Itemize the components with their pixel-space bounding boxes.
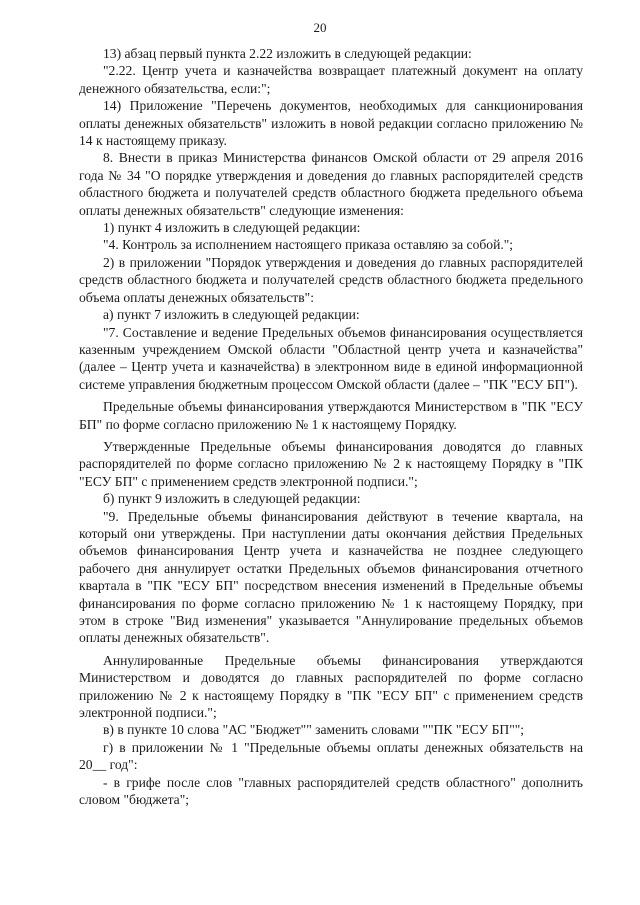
paragraph-utverzhdayutsya: Предельные объемы финансирования утверждаются Министерством в "ПК "ЕСУ БП" по форме согласно приложению № 1 к настоящему Порядку. bbox=[79, 399, 583, 432]
paragraph-1-punkt-4: 1) пункт 4 изложить в следующей редакции: bbox=[103, 220, 361, 236]
paragraph-b-punkt-9: б) пункт 9 изложить в следующей редакции: bbox=[103, 491, 361, 507]
page-number: 20 bbox=[313, 20, 327, 35]
paragraph-2-22: "2.22. Центр учета и казначейства возвращает платежный документ на оплату денежного обязательства, если:"; bbox=[79, 63, 583, 96]
paragraph-8-vnesti: 8. Внести в приказ Министерства финансов Омской области от 29 апреля 2016 года № 34 "О порядке утверждения и доведения до главных распорядителей средств областного бюджета и получателей средств областного бюджета предельного объема оплаты денежных обязательств" следующие изменения: bbox=[79, 150, 583, 218]
paragraph-v-grife: - в грифе после слов "главных распорядителей средств областного" дополнить словом "бюджета"; bbox=[79, 774, 583, 808]
paragraph-utverzhdennye: Утвержденные Предельные объемы финансирования доводятся до главных распорядителей по форме согласно приложению № 2 к настоящему Порядку в "ПК "ЕСУ БП" с применением средств электронной подписи."; bbox=[79, 438, 583, 489]
paragraph-13-abzac: 13) абзац первый пункта 2.22 изложить в следующей редакции: bbox=[103, 46, 472, 61]
paragraph-a-punkt-7: а) пункт 7 изложить в следующей редакции: bbox=[103, 307, 360, 323]
paragraph-7-sostavlenie: "7. Составление и ведение Предельных объемов финансирования осуществляется казенным учреждением Омской области "Областной центр учета и казначейства" (далее – Центр учета и казначейства) в электронном виде в единой информационной системе управления бюджетным процессом Омской области (далее – "ПК "ЕСУ БП"). bbox=[79, 324, 583, 392]
paragraph-9-predelnye: "9. Предельные объемы финансирования действуют в течение квартала, на который они утверждены. При наступлении даты окончания действия Предельных объемов финансирования Центр учета и казначейства не позднее следующего рабочего дня аннулирует остатки Предельных объемов финансирования отчетного квартала в "ПК "ЕСУ БП" посредством внесения изменений в Предельные объемы финансирования по форме согласно приложению № 1 к настоящему Порядку, при этом в строке "Вид изменения" указывается "Аннулирование предельных объемов оплаты денежных обязательств". bbox=[79, 508, 583, 646]
paragraph-14-prilozhenie: 14) Приложение "Перечень документов, необходимых для санкционирования оплаты денежных обязательств" изложить в новой редакции согласно приложению № 14 к настоящему приказу. bbox=[79, 98, 583, 149]
paragraph-g-prilozhenie-1: г) в приложении № 1 "Предельные объемы оплаты денежных обязательств на 20__ год": bbox=[79, 739, 583, 773]
paragraph-2-prilozhenie: 2) в приложении "Порядок утверждения и доведения до главных распорядителей средств областного бюджета и получателей средств областного бюджета предельного объема оплаты денежных обязательств": bbox=[79, 254, 583, 305]
paragraph-v-punkt-10: в) в пункте 10 слова "АС "Бюджет"" заменить словами ""ПК "ЕСУ БП""; bbox=[103, 722, 525, 738]
document-body bbox=[79, 45, 583, 808]
paragraph-4-kontrol: "4. Контроль за исполнением настоящего приказа оставляю за собой."; bbox=[103, 237, 514, 253]
paragraph-annulirovannye: Аннулированные Предельные объемы финансирования утверждаются Министерством и доводятся до главных распорядителей по форме согласно приложению № 2 к настоящему Порядку в "ПК "ЕСУ БП" с применением средств электронной подписи."; bbox=[79, 652, 583, 721]
